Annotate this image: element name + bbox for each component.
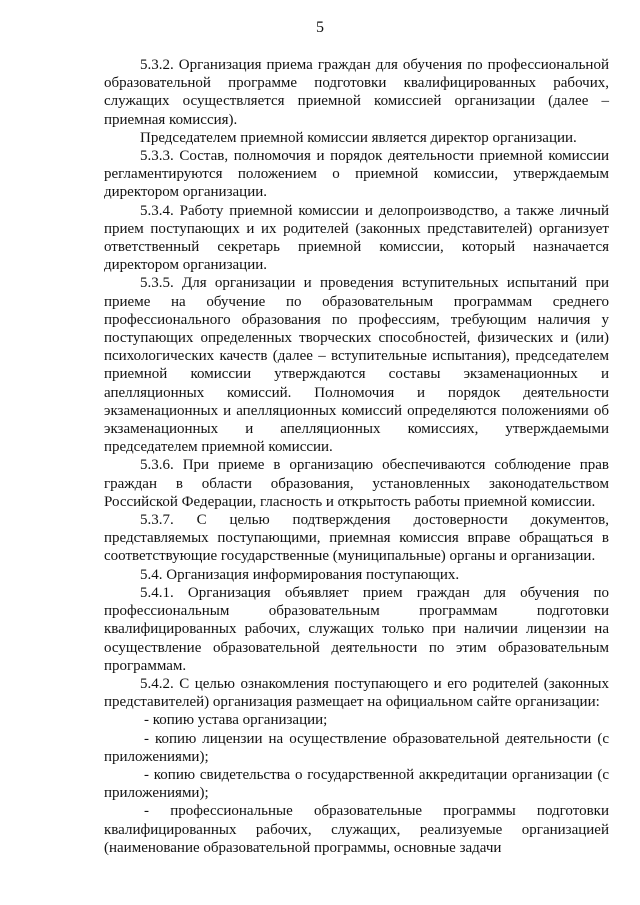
paragraph-5-3-4: 5.3.4. Работу приемной комиссии и делопроизводство, а также личный прием поступающих и их родителей (законных представителей) организует ответственный секретарь приемной комиссии, который назначается директором организации. xyxy=(104,202,609,274)
paragraph-5-3-6: 5.3.6. При приеме в организацию обеспечиваются соблюдение прав граждан в области образования, установленных законодательством Российской Федерации, гласность и открытость работы приемной комиссии. xyxy=(104,457,609,510)
page-number: 5 xyxy=(316,19,324,36)
paragraph-commission-chair: Председателем приемной комиссии является директор организации. xyxy=(140,129,577,146)
list-item-license: - копию лицензии на осуществление образовательной деятельности (с приложениями); xyxy=(104,730,609,765)
paragraph-5-3-7: 5.3.7. С целью подтверждения достоверности документов, представляемых поступающими, приемная комиссия вправе обращаться в соответствующие государственные (муниципальные) органы и организации. xyxy=(104,512,609,565)
list-item-charter: - копию устава организации; xyxy=(144,712,328,729)
paragraph-5-3-3: 5.3.3. Состав, полномочия и порядок деятельности приемной комиссии регламентируются положением о приемной комиссии, утверждаемым директором организации. xyxy=(104,148,609,201)
paragraph-5-4: 5.4. Организация информирования поступающих. xyxy=(140,566,460,583)
list-item-programs: - профессиональные образовательные программы подготовки квалифицированных рабочих, служащих, реализуемые организацией (наименование образовательной программы, основные задачи xyxy=(104,803,609,856)
paragraph-5-3-2: 5.3.2. Организация приема граждан для обучения по профессиональной образовательной программе подготовки квалифицированных рабочих, служащих осуществляется приемной комиссией организации (далее – приемная комиссия). xyxy=(104,57,609,128)
paragraph-5-3-5: 5.3.5. Для организации и проведения вступительных испытаний при приеме на обучение по образовательным программам среднего профессионального образования по профессиям, требующим наличия у поступающих определенных творческих способностей, физических и (или) психологических качеств (далее – вступительные испытания), председателем приемной комиссии утверждаются составы экзаменационных и апелляционных комиссий. Полномочия и порядок деятельности экзаменационных и апелляционных комиссий определяются положениями об экзаменационных и апелляционных комиссиях, утверждаемыми председателем приемной комиссии. xyxy=(104,275,609,456)
document-body xyxy=(104,56,609,857)
paragraph-5-4-1: 5.4.1. Организация объявляет прием граждан для обучения по профессиональным образовательным программам подготовки квалифицированных рабочих, служащих только при наличии лицензии на осуществление образовательной деятельности по этим образовательным программам. xyxy=(104,584,609,674)
list-item-accreditation: - копию свидетельства о государственной аккредитации организации (с приложениями); xyxy=(104,766,609,802)
paragraph-5-4-2: 5.4.2. С целью ознакомления поступающего и его родителей (законных представителей) организация размещает на официальном сайте организации: xyxy=(104,675,609,711)
